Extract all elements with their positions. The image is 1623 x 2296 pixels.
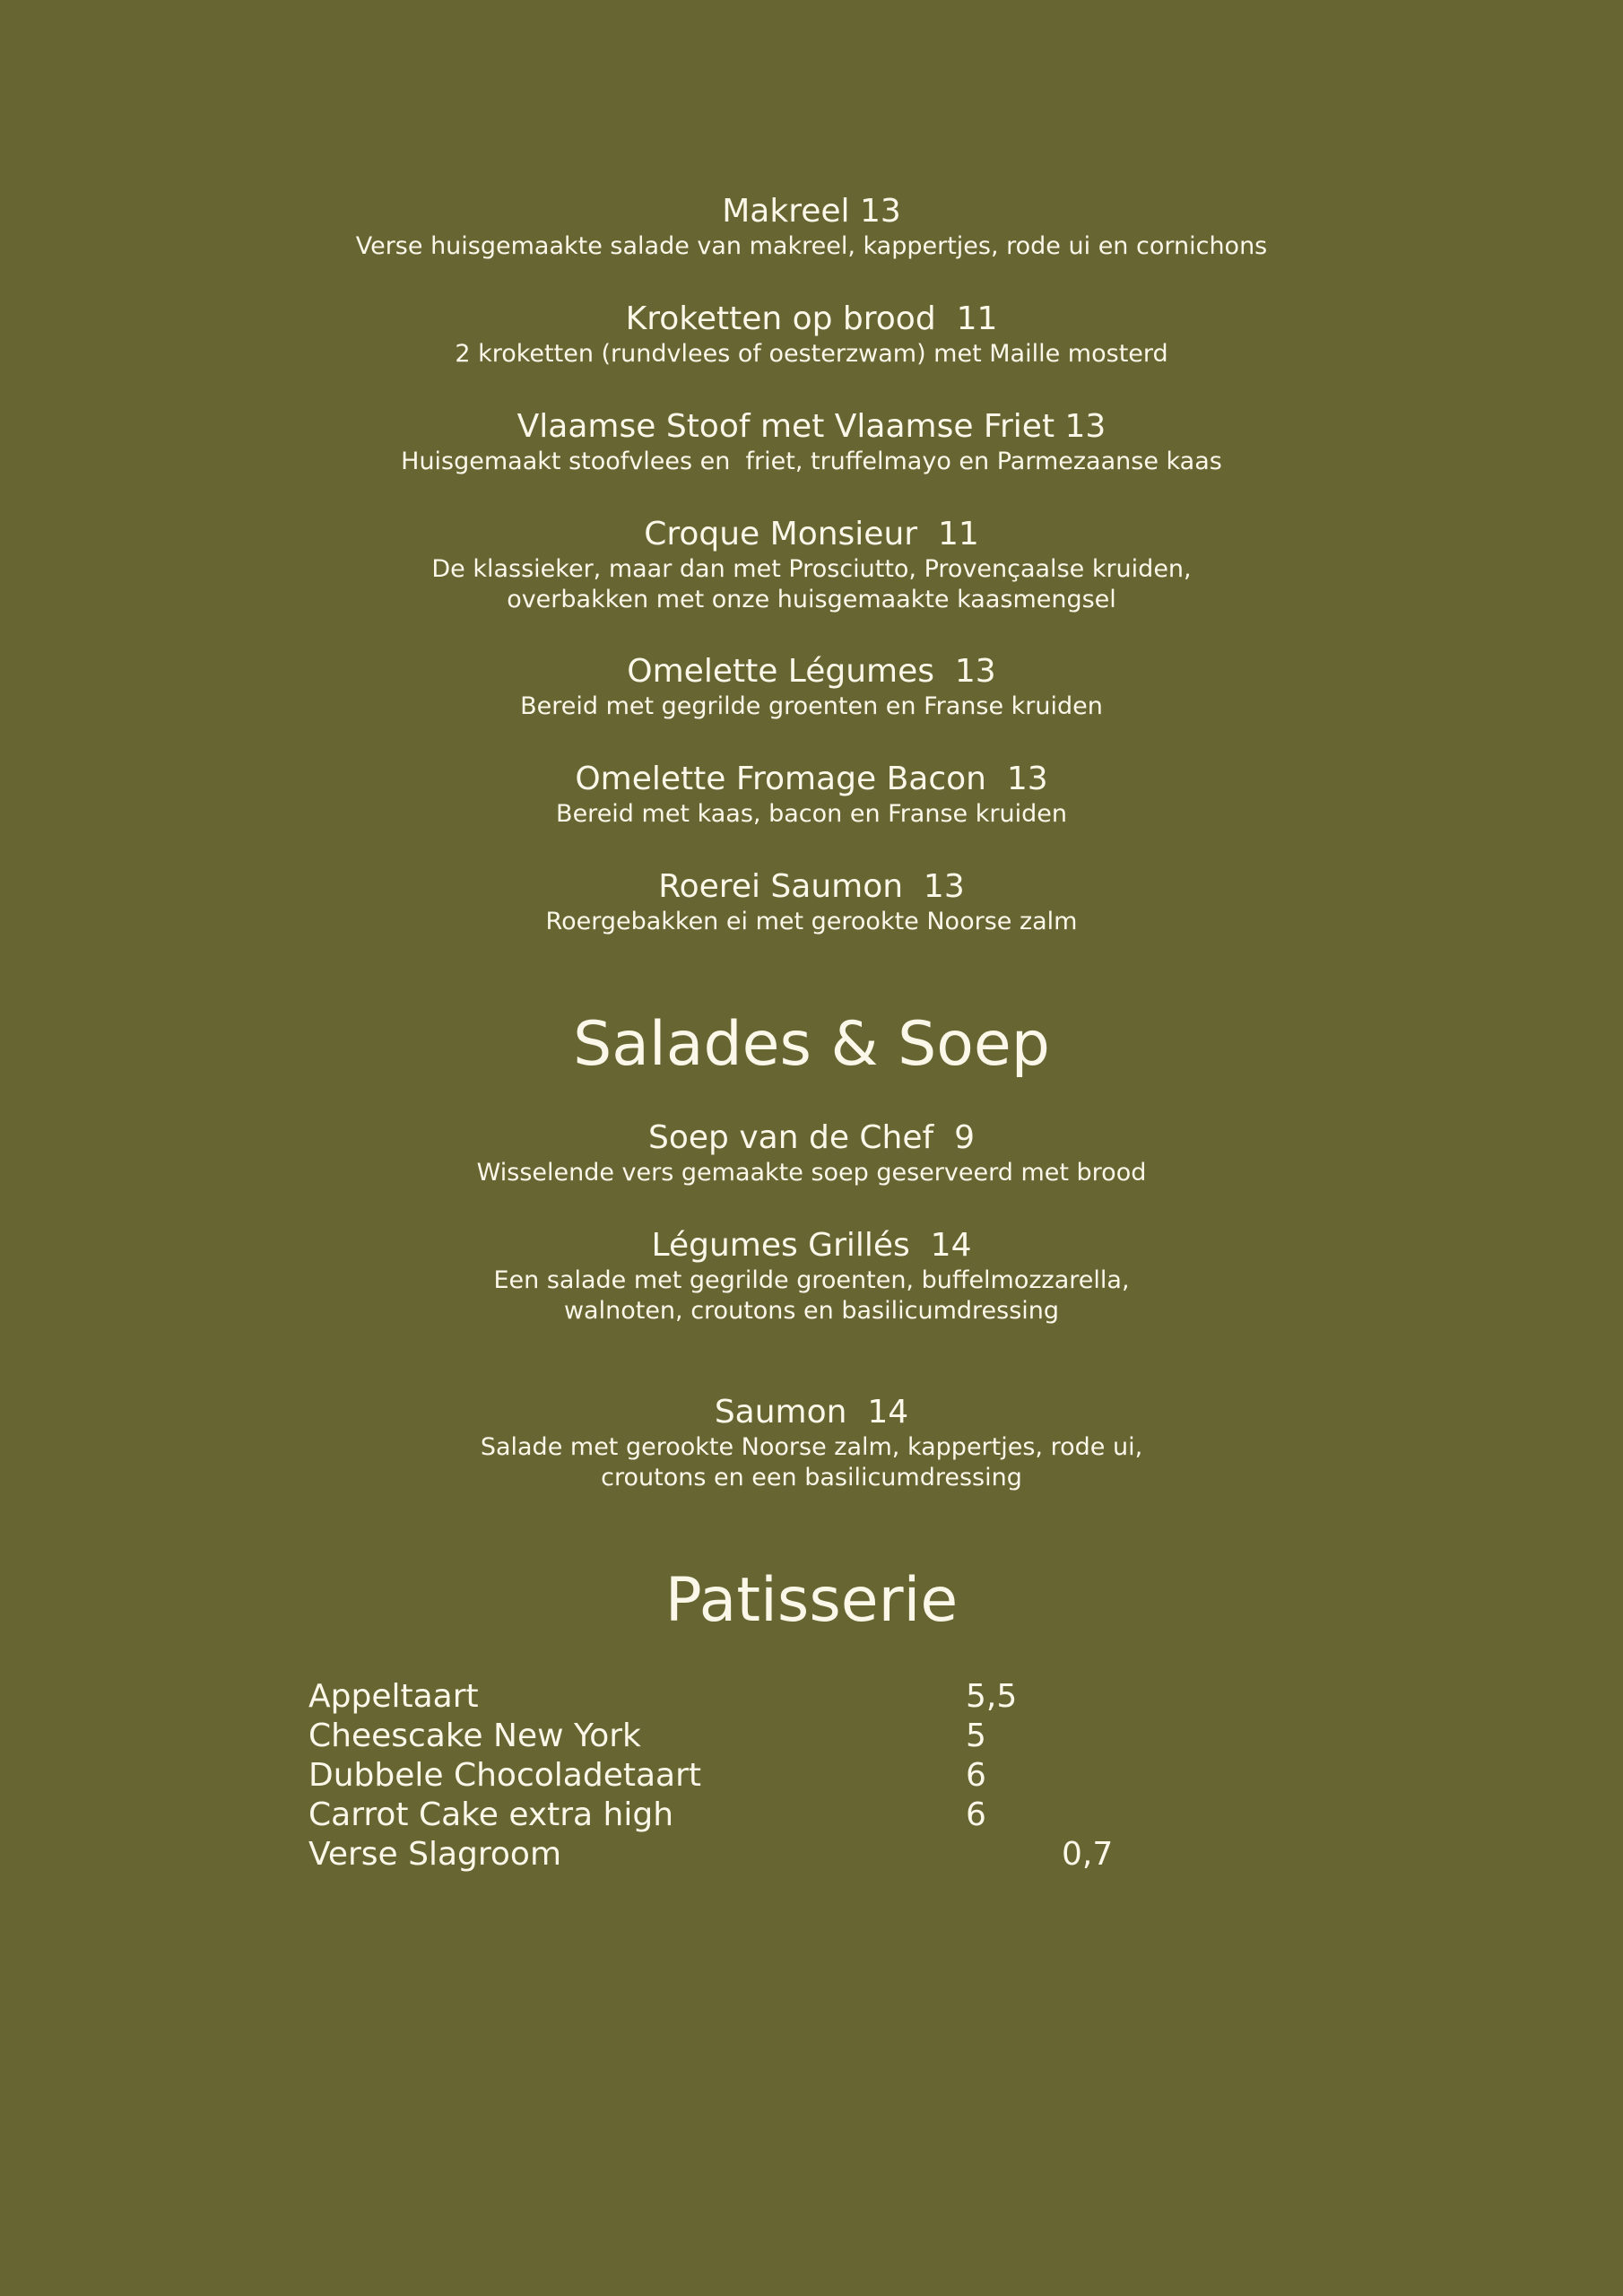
menu-item-title: Croque Monsieur 11 [644,516,979,552]
patisserie-name: Appeltaart [308,1678,479,1715]
menu-item-description: walnoten, croutons en basilicumdressing [563,1297,1060,1325]
menu-item-croque-monsieur [0,515,1623,615]
menu-item-description: overbakken met onze huisgemaakte kaasmengsel [507,586,1116,613]
patisserie-name: Verse Slagroom [308,1836,562,1873]
menu-item-legumes-grilles [0,1226,1623,1326]
patisserie-row [308,1756,1205,1796]
menu-item-title: Soep van de Chef 9 [648,1119,975,1156]
menu-item-title: Vlaamse Stoof met Vlaamse Friet 13 [516,408,1107,445]
patisserie-row [308,1717,1205,1756]
menu-item-title: Légumes Grillés 14 [651,1227,972,1264]
menu-item-title: Roerei Saumon 13 [658,868,965,905]
menu-item-description: Huisgemaakt stoofvlees en friet, truffelmayo en Parmezaanse kaas [401,448,1222,475]
menu-item-description: Verse huisgemaakte salade van makreel, kappertjes, rode ui en cornichons [355,232,1268,260]
menu-item-title: Makreel 13 [722,193,901,230]
menu-item-title: Saumon 14 [714,1394,909,1431]
patisserie-price: 5,5 [966,1678,1018,1715]
menu-item-vlaamse-stoof [0,407,1623,477]
menu-item-description: Bereid met gegrilde groenten en Franse kruiden [520,692,1103,720]
menu-item-description: croutons en een basilicumdressing [601,1464,1022,1492]
menu-item-description: 2 kroketten (rundvlees of oesterzwam) met Maille mosterd [455,340,1168,368]
patisserie-row [308,1835,1205,1874]
menu-item-omelette-fromage-bacon [0,760,1623,830]
section-title-salades: Salades & Soep [573,1009,1050,1080]
patisserie-name: Cheescake New York [308,1718,641,1754]
menu-item-description: Wisselende vers gemaakte soep geserveerd met brood [476,1159,1147,1187]
patisserie-price: 0,7 [1062,1836,1114,1873]
section-title-patisserie: Patisserie [664,1565,959,1636]
menu-item-title: Omelette Fromage Bacon 13 [575,761,1048,797]
patisserie-name: Dubbele Chocoladetaart [308,1757,701,1794]
menu-item-description: Bereid met kaas, bacon en Franse kruiden [556,800,1067,828]
menu-item-roerei-saumon [0,867,1623,937]
menu-item-title: Omelette Légumes 13 [627,653,996,690]
patisserie-price: 5 [966,1718,986,1754]
menu-item-description: Salade met gerookte Noorse zalm, kappertjes, rode ui, [480,1433,1143,1461]
patisserie-price: 6 [966,1796,986,1833]
menu-item-omelette-legumes [0,652,1623,722]
menu-item-description: Roergebakken ei met gerookte Noorse zalm [545,908,1078,935]
patisserie-row [308,1796,1205,1835]
menu-item-makreel [0,192,1623,262]
patisserie-name: Carrot Cake extra high [308,1796,674,1833]
menu-item-description: Een salade met gegrilde groenten, buffelmozzarella, [493,1266,1130,1294]
menu-item-title: Kroketten op brood 11 [625,300,998,337]
patisserie-price: 6 [966,1757,986,1794]
menu-item-soep [0,1118,1623,1188]
patisserie-row [308,1677,1205,1717]
menu-item-kroketten [0,300,1623,370]
menu-item-description: De klassieker, maar dan met Prosciutto, Provençaalse kruiden, [431,555,1192,583]
menu-item-saumon [0,1393,1623,1493]
